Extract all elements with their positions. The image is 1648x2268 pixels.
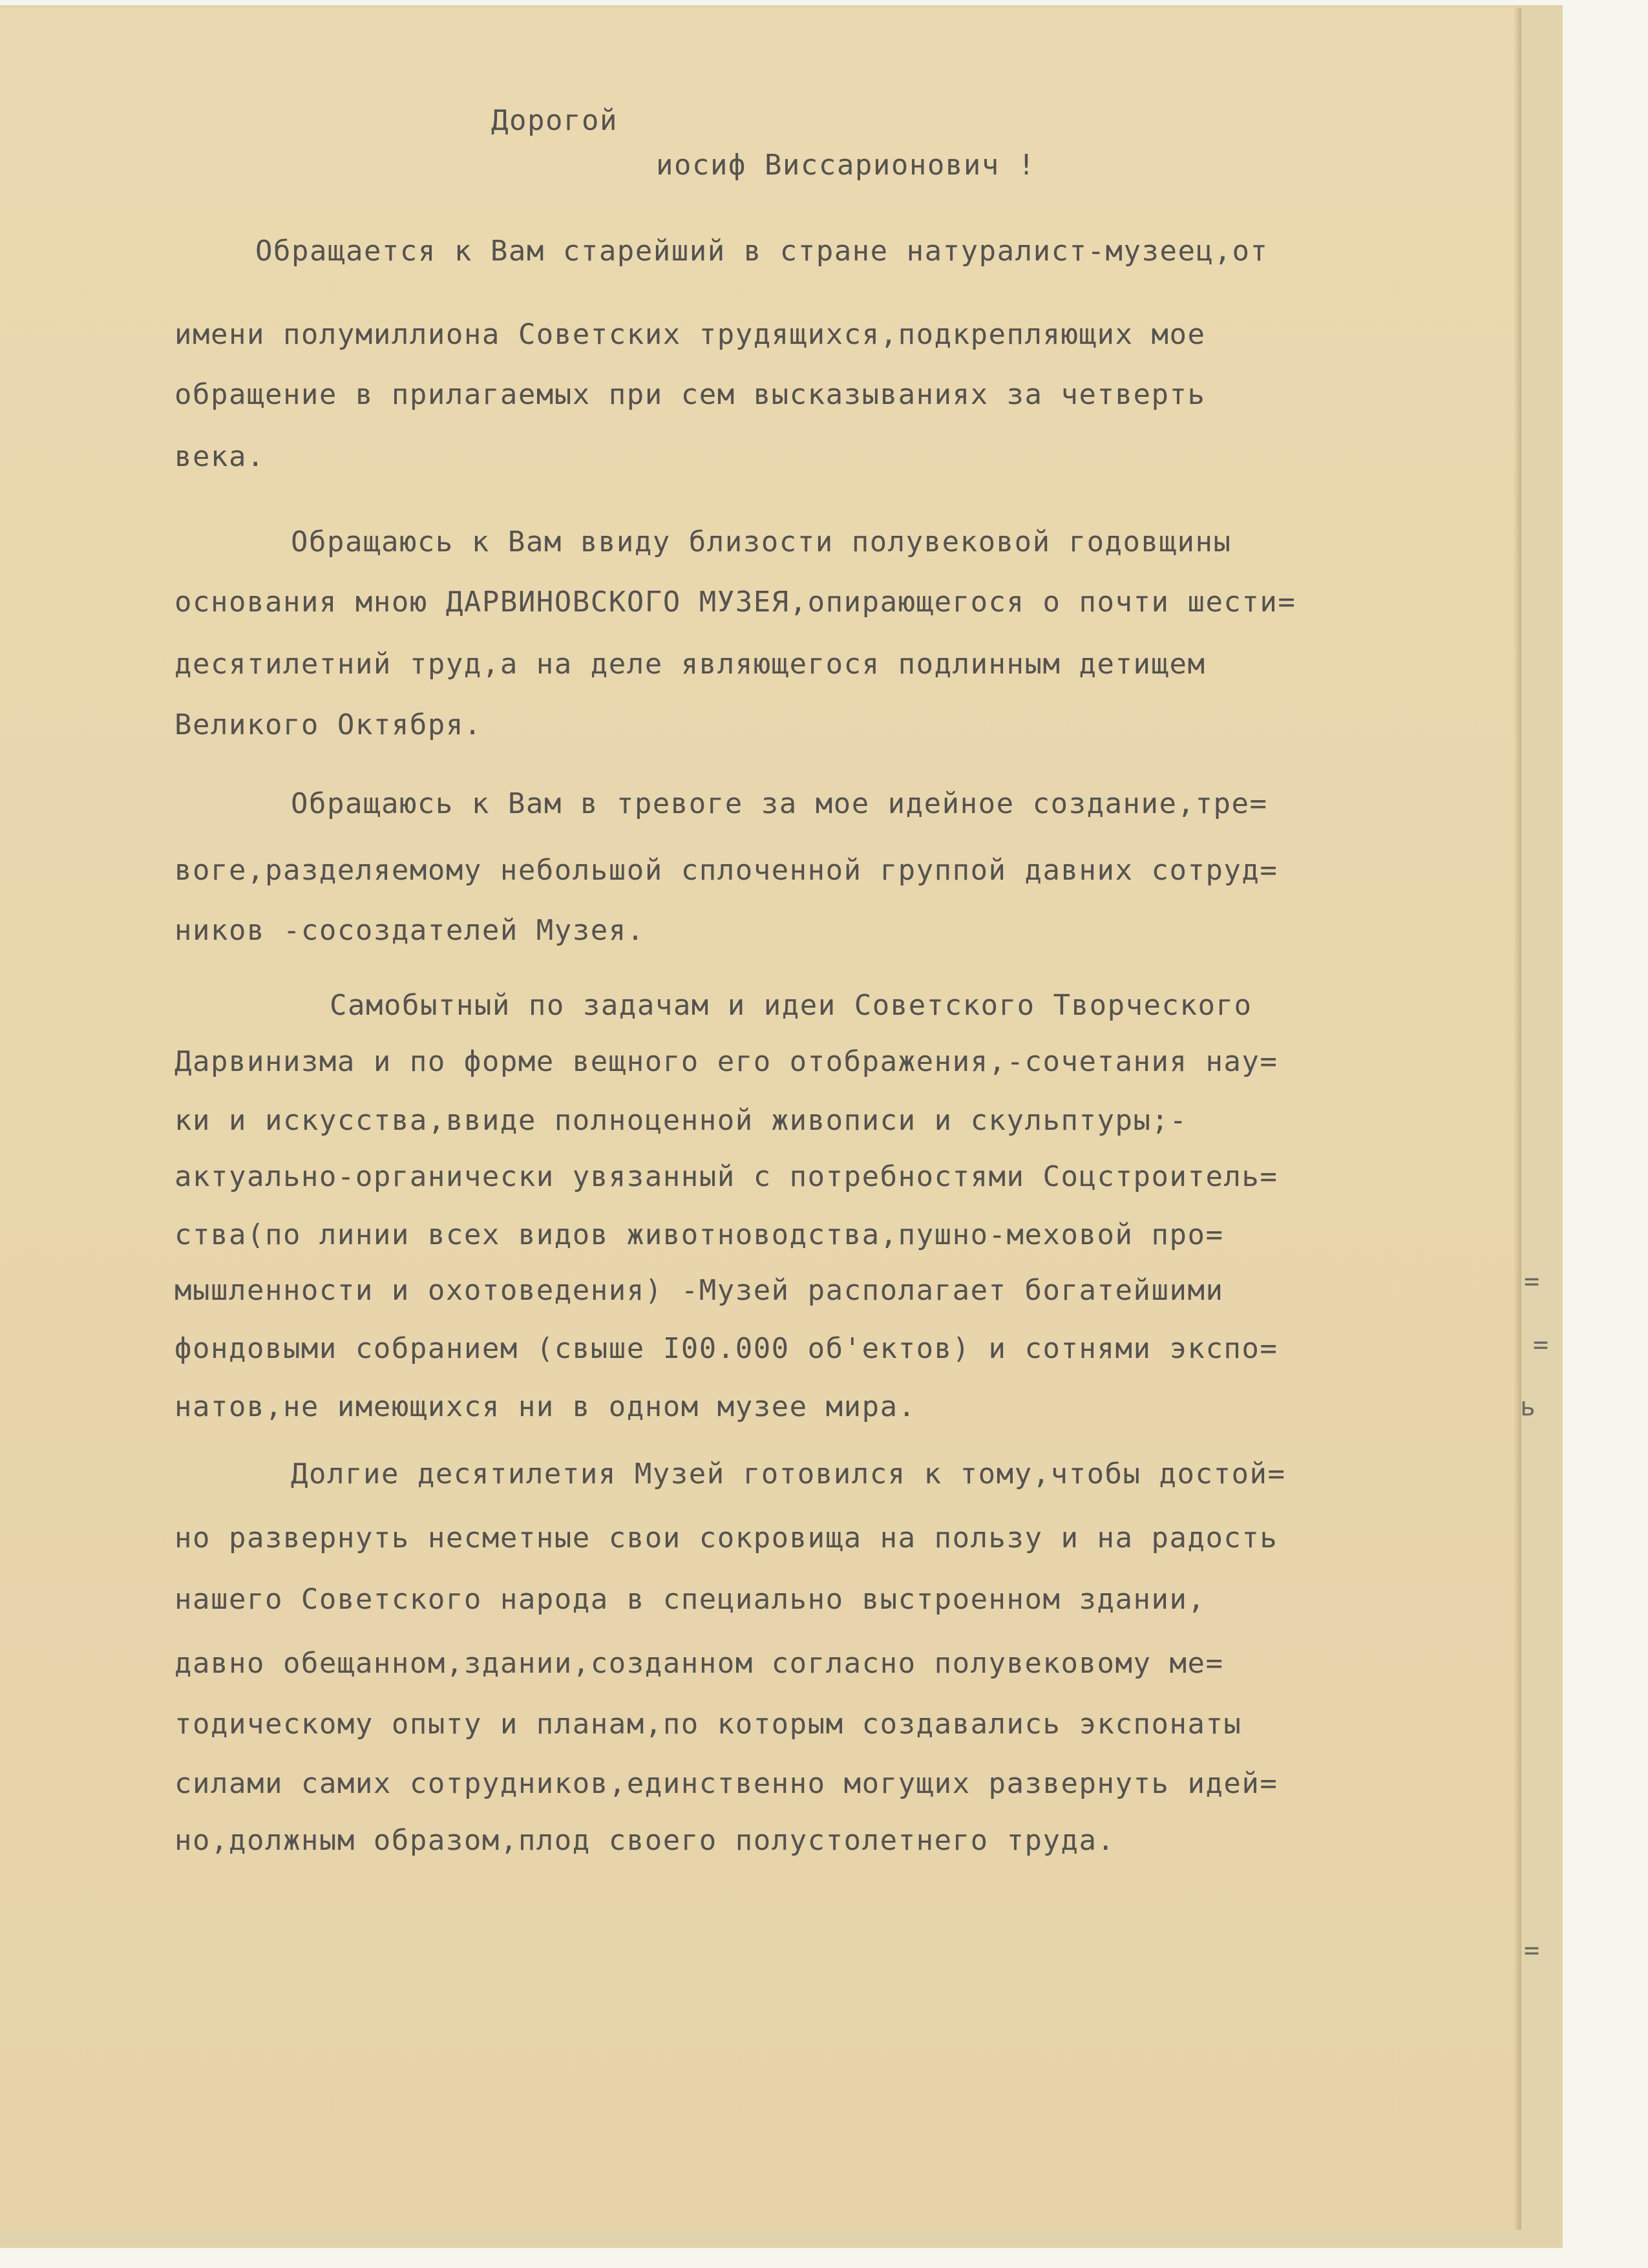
text-line: ников -сосоздателей Музея. — [174, 914, 645, 947]
text-line: обращение в прилагаемых при сем высказываниях за четверть — [174, 378, 1206, 411]
text-line: Обращается к Вам старейший в стране натуралист-музеец,от — [255, 235, 1269, 268]
margin-mark: ь — [1520, 1392, 1536, 1422]
text-line: Самобытный по задачам и идеи Советского Творческого — [330, 989, 1252, 1022]
text-line: Дарвинизма и по форме вещного его отображения,-сочетания нау= — [174, 1045, 1278, 1078]
text-line: воге,разделяемому небольшой сплоченной группой давних сотруд= — [174, 854, 1278, 887]
letter-page — [0, 8, 1520, 2230]
text-line: мышленности и охотоведения) -Музей располагает богатейшими — [174, 1274, 1224, 1307]
margin-mark: = — [1524, 1267, 1540, 1297]
margin-mark: = — [1524, 1936, 1540, 1966]
text-line: давно обещанном,здании,созданном согласно полувековому ме= — [174, 1647, 1224, 1680]
text-line: десятилетний труд,а на деле являющегося подлинным детищем — [174, 648, 1206, 681]
text-line: актуально-органически увязанный с потребностями Соцстроитель= — [174, 1160, 1278, 1193]
text-line: натов,не имеющихся ни в одном музее мира. — [174, 1390, 916, 1423]
text-line: но,должным образом,плод своего полустолетнего труда. — [174, 1824, 1115, 1857]
text-line: тодическому опыту и планам,по которым создавались экспонаты — [174, 1708, 1242, 1741]
text-line: фондовыми собранием (свыше I00.000 об'ектов) и сотнями экспо= — [174, 1332, 1278, 1365]
text-line: силами самих сотрудников,единственно могущих развернуть идей= — [174, 1767, 1278, 1800]
text-line: века. — [174, 440, 265, 473]
text-line: Великого Октября. — [174, 708, 482, 741]
text-line: ки и искусства,ввиде полноценной живописи и скульптуры;- — [174, 1104, 1188, 1137]
text-line: Долгие десятилетия Музей готовился к тому,чтобы достой= — [291, 1457, 1286, 1490]
text-line: имени полумиллиона Советских трудящихся,подкрепляющих мое — [174, 318, 1206, 351]
letter-body — [0, 8, 1520, 2141]
text-line: нашего Советского народа в специально выстроенном здании, — [174, 1583, 1206, 1616]
text-line: Обращаюсь к Вам ввиду близости полувековой годовщины — [291, 525, 1232, 558]
text-line: но развернуть несметные свои сокровища на пользу и на радость — [174, 1521, 1278, 1554]
text-line: ства(по линии всех видов животноводства,пушно-меховой про= — [174, 1218, 1224, 1251]
text-line: основания мною ДАРВИНОВСКОГО МУЗЕЯ,опирающегося о почти шести= — [174, 586, 1296, 619]
salutation-line-1: Дорогой — [491, 104, 618, 137]
salutation-line-2: иосиф Виссарионович ! — [656, 149, 1036, 182]
margin-mark: = — [1533, 1330, 1549, 1360]
text-line: Обращаюсь к Вам в тревоге за мое идейное создание,тре= — [291, 787, 1268, 820]
